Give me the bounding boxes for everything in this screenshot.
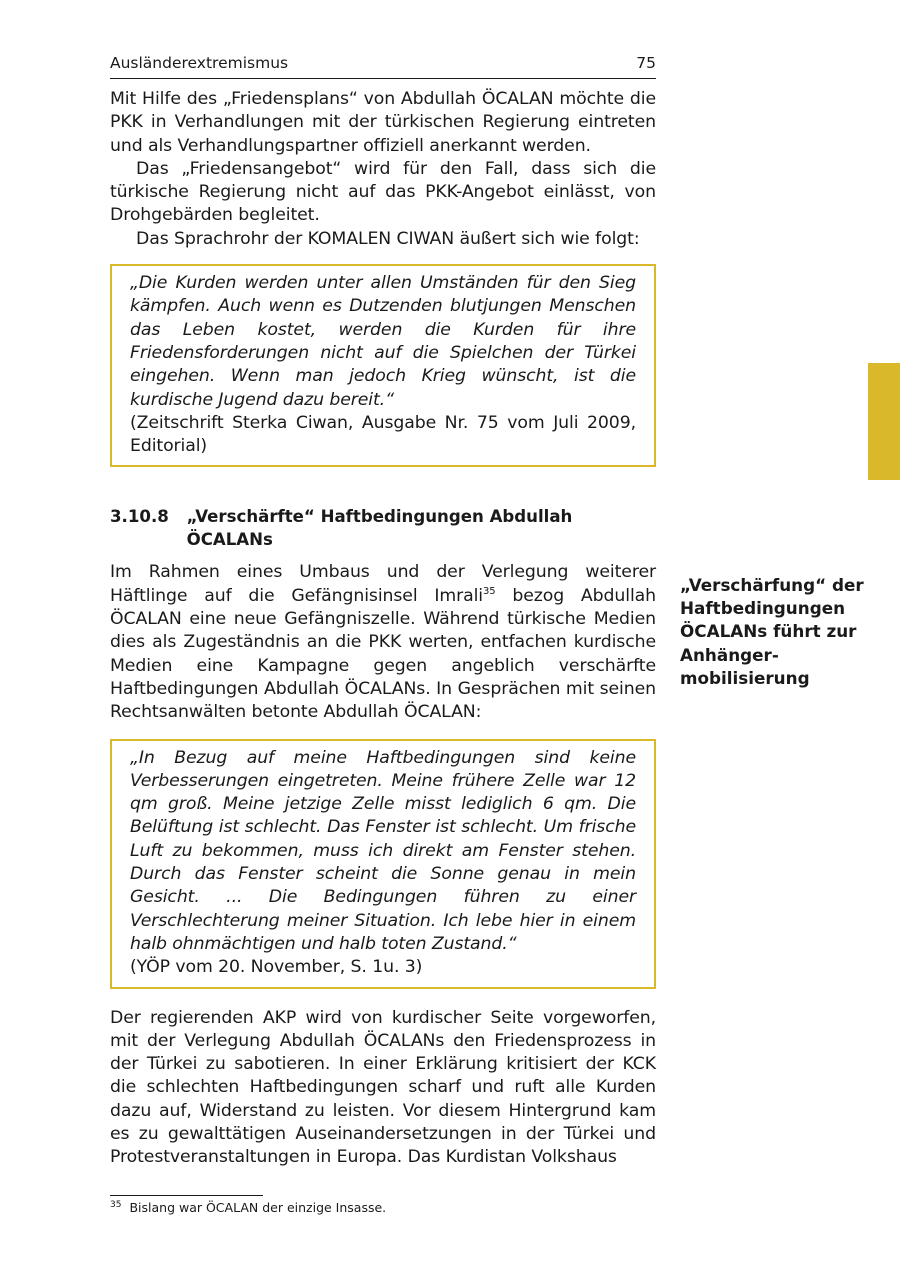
quote-1-text: „Die Kurden werden unter allen Umständen für den Sieg kämpfen. Auch wenn es Dutzenden blutjungen Menschen das Leben kostet, werden die Kurden für ihre Friedensforderungen nicht auf die Spielchen der Türkei eingehen. Wenn man jedoch Krieg wünscht, ist die kurdische Jugend dazu bereit.“	[130, 273, 636, 410]
quote-1-source: (Zeitschrift Sterka Ciwan, Ausgabe Nr. 75 vom Juli 2009, Editorial)	[130, 412, 636, 457]
quote-box-1	[110, 264, 656, 467]
quote-2-source: (YÖP vom 20. November, S. 1u. 3)	[130, 957, 423, 978]
section-title: „Verschärfte“ Haftbedingungen Abdullah ÖCALANs	[186, 507, 573, 550]
footnote-rule	[110, 1195, 263, 1196]
section-number: 3.10.8	[110, 507, 169, 527]
paragraph-4-start: Im Rahmen eines Umbaus und der Verlegung weiterer Häftlinge auf die Gefängnisinsel Imrali	[110, 562, 656, 606]
section-heading	[110, 505, 656, 551]
running-header	[110, 52, 656, 79]
chapter-tab-marker	[868, 363, 900, 480]
paragraph-2: Das „Friedensangebot“ wird für den Fall, dass sich die türkische Regierung nicht auf das PKK-Angebot einlässt, von Drohgebärden begleitet.	[110, 158, 656, 226]
margin-note: „Verschärfung“ der Haftbedingungen ÖCALANs führt zur Anhängermobilisierung	[680, 575, 864, 688]
main-column	[110, 88, 656, 1170]
paragraph-5: Der regierenden AKP wird von kurdischer Seite vorgeworfen, mit der Verlegung Abdullah ÖCALANs den Friedensprozess in der Türkei zu sabotieren. In einer Erklärung kritisiert der KCK die schlechten Haftbedingungen scharf und ruft alle Kurden dazu auf, Widerstand zu leisten. Vor diesem Hintergrund kam es zu gewalttätigen Auseinandersetzungen in der Türkei und Protestveranstaltungen in Europa. Das Kurdistan Volkshaus	[110, 1007, 656, 1168]
paragraph-3: Das Sprachrohr der KOMALEN CIWAN äußert sich wie folgt:	[136, 228, 640, 249]
page-number: 75	[636, 54, 656, 72]
header-title: Ausländerextremismus	[110, 54, 289, 72]
footnote-number: 35	[110, 1199, 122, 1210]
paragraph-4-end: bezog Abdullah ÖCALAN eine neue Gefängniszelle. Während türkische Medien dies als Zugeständnis an die PKK werten, entfachen kurdische Medien eine Kampagne gegen angeblich verschärfte Haftbedingungen Abdullah ÖCALANs. In Gesprächen mit seinen Rechtsanwälten betonte Abdullah ÖCALAN:	[110, 585, 656, 723]
quote-box-2	[110, 739, 656, 989]
footnote-reference: 35	[483, 585, 496, 597]
quote-2-text: „In Bezug auf meine Haftbedingungen sind keine Verbesserungen eingetreten. Meine frühere Zelle war 12 qm groß. Meine jetzige Zelle misst lediglich 6 qm. Die Belüftung ist schlecht. Das Fenster ist schlecht. Um frische Luft zu bekommen, muss ich direkt am Fenster stehen. Durch das Fenster scheint die Sonne genau in mein Gesicht. ... Die Bedingungen führen zu einer Verschlechterung meiner Situation. Ich lebe hier in einem halb ohnmächtigen und halb toten Zustand.“	[130, 747, 636, 954]
paragraph-4	[110, 561, 656, 724]
paragraph-1: Mit Hilfe des „Friedensplans“ von Abdullah ÖCALAN möchte die PKK in Verhandlungen mit der türkischen Regierung eintreten und als Verhandlungspartner offiziell anerkannt werden.	[110, 89, 656, 156]
footnote-text: Bislang war ÖCALAN der einzige Insasse.	[129, 1200, 387, 1215]
footnote	[110, 1199, 386, 1217]
